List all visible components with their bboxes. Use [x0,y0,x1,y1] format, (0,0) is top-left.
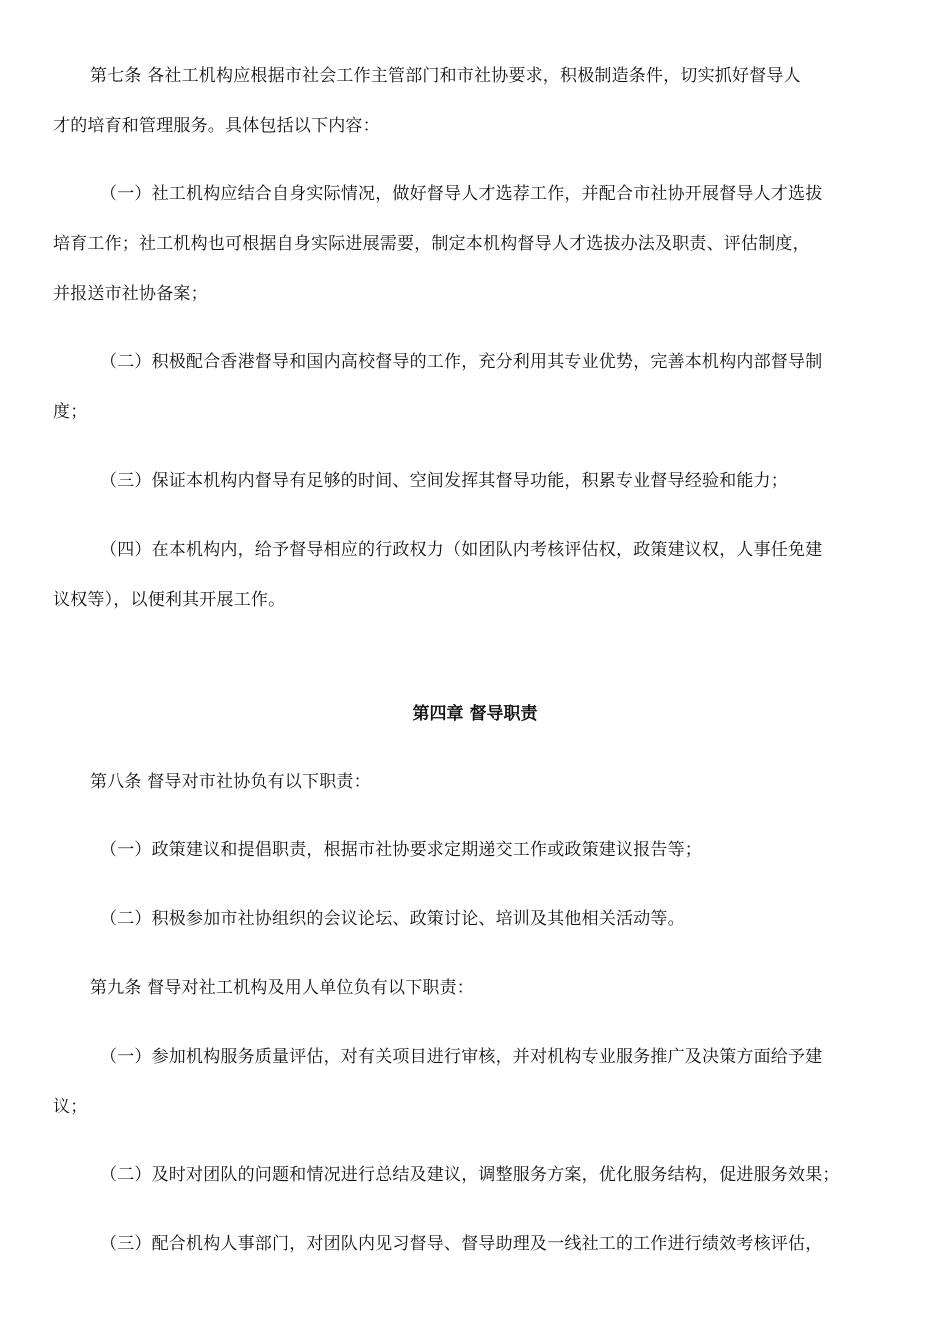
article-9-item-2-line-1: （二）及时对团队的问题和情况进行总结及建议，调整服务方案，优化服务结构，促进服务效果； [100,1165,840,1185]
article-7-line-2: 才的培育和管理服务。具体包括以下内容： [53,116,380,136]
article-7-item-1-line-2: 培育工作；社工机构也可根据自身实际进展需要，制定本机构督导人才选拔办法及职责、评估制度， [53,234,810,254]
article-9-item-1-line-2: 议； [53,1097,88,1117]
article-8-item-1-line-1: （一）政策建议和提倡职责，根据市社协要求定期递交工作或政策建议报告等； [100,840,702,860]
article-8-line-1: 第八条 督导对市社协负有以下职责： [90,772,371,792]
article-7-line-1: 第七条 各社工机构应根据市社会工作主管部门和市社协要求，积极制造条件，切实抓好督导人 [90,66,801,86]
article-7-item-2-line-2: 度； [53,402,88,422]
article-7-item-1-line-1: （一）社工机构应结合自身实际情况，做好督导人才选荐工作，并配合市社协开展督导人才选拔 [100,184,823,204]
article-7-item-2-line-1: （二）积极配合香港督导和国内高校督导的工作，充分利用其专业优势，完善本机构内部督导制 [100,352,823,372]
article-8-item-2-line-1: （二）积极参加市社协组织的会议论坛、政策讨论、培训及其他相关活动等。 [100,909,685,929]
article-7-item-3-line-1: （三）保证本机构内督导有足够的时间、空间发挥其督导功能，积累专业督导经验和能力； [100,471,788,491]
article-7-item-1-line-3: 并报送市社协备案； [53,284,208,304]
article-9-item-1-line-1: （一）参加机构服务质量评估，对有关项目进行审核，并对机构专业服务推广及决策方面给予建 [100,1047,823,1067]
article-7-item-4-line-2: 议权等），以便利其开展工作。 [53,590,286,610]
article-9-line-1: 第九条 督导对社工机构及用人单位负有以下职责： [90,978,475,998]
article-7-item-4-line-1: （四）在本机构内，给予督导相应的行政权力（如团队内考核评估权，政策建议权，人事任免建 [100,540,823,560]
article-9-item-3-line-1: （三）配合机构人事部门，对团队内见习督导、督导助理及一线社工的工作进行绩效考核评估， [100,1234,823,1254]
chapter-4-title: 第四章 督导职责 [412,704,538,724]
